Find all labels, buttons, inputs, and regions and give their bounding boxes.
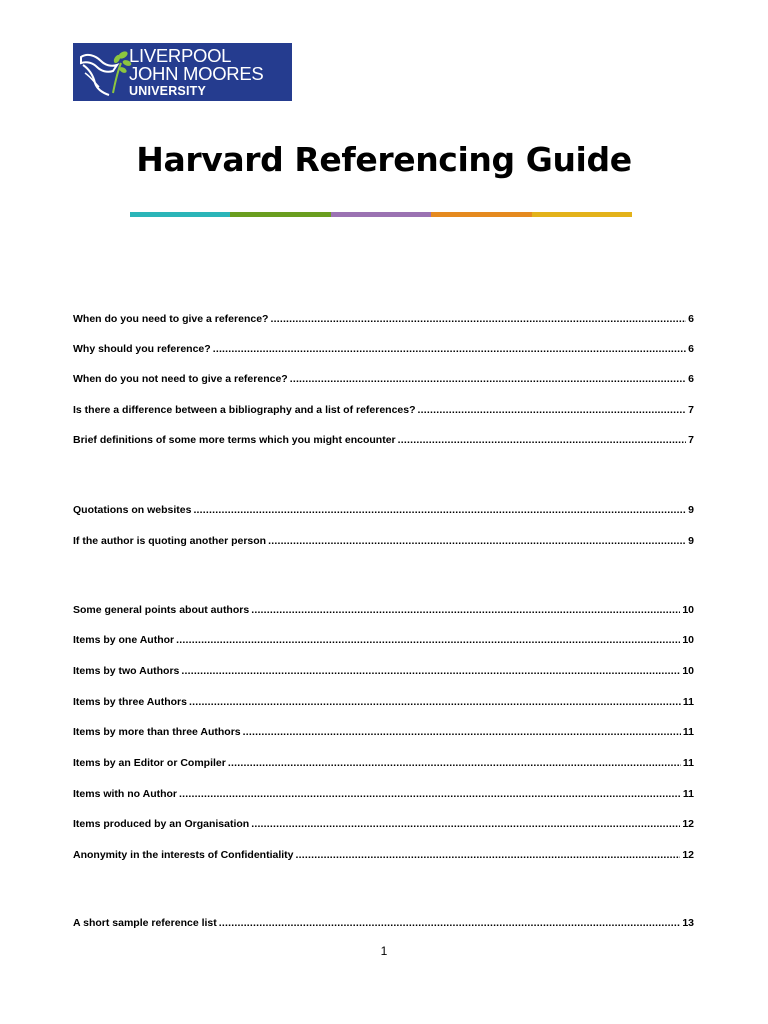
document-title: Harvard Referencing Guide: [136, 140, 632, 179]
toc-entry[interactable]: [73, 917, 694, 929]
toc-entry[interactable]: [73, 757, 694, 769]
page-number: 1: [380, 944, 388, 958]
toc-entry-page: 11: [682, 696, 694, 708]
toc-entry-page: 11: [682, 726, 694, 738]
toc-entry-page: 6: [688, 343, 694, 355]
toc-entry-page: 10: [682, 604, 694, 616]
toc-entry-page: 9: [688, 535, 694, 547]
toc-leader-dots: [251, 604, 680, 616]
university-logo: [73, 43, 292, 101]
toc-leader-dots: [193, 504, 686, 516]
toc-entry-label: Items by two Authors: [73, 665, 180, 677]
toc-leader-dots: [268, 535, 686, 547]
toc-entry[interactable]: [73, 373, 694, 385]
toc-entry[interactable]: [73, 696, 694, 708]
toc-leader-dots: [176, 634, 680, 646]
toc-entry-page: 6: [688, 373, 694, 385]
logo-line-3: UNIVERSITY: [129, 83, 207, 98]
toc-entry[interactable]: [73, 535, 694, 547]
toc-leader-dots: [179, 788, 681, 800]
toc-entry[interactable]: [73, 313, 694, 325]
toc-entry-page: 11: [682, 757, 694, 769]
toc-entry-page: 10: [682, 665, 694, 677]
toc-entry[interactable]: [73, 404, 694, 416]
toc-entry-label: Items by one Author: [73, 634, 175, 646]
divider-segment-purple: [331, 212, 431, 217]
divider-segment-yellow: [532, 212, 632, 217]
toc-entry-page: 7: [688, 404, 694, 416]
toc-entry-label: When do you need to give a reference?: [73, 313, 269, 325]
toc-entry[interactable]: [73, 504, 694, 516]
toc-entry-label: Some general points about authors: [73, 604, 250, 616]
divider-segment-teal: [130, 212, 230, 217]
toc-entry-label: When do you not need to give a reference?: [73, 373, 288, 385]
toc-entry[interactable]: [73, 434, 694, 446]
toc-leader-dots: [418, 404, 687, 416]
toc-entry-label: Quotations on websites: [73, 504, 192, 516]
toc-leader-dots: [296, 849, 681, 861]
logo-line-1: LIVERPOOL: [129, 44, 232, 66]
toc-leader-dots: [290, 373, 686, 385]
toc-entry-label: If the author is quoting another person: [73, 535, 267, 547]
toc-entry[interactable]: [73, 604, 694, 616]
toc-entry[interactable]: [73, 343, 694, 355]
toc-leader-dots: [398, 434, 687, 446]
toc-entry-page: 6: [688, 313, 694, 325]
toc-entry[interactable]: [73, 849, 694, 861]
toc-leader-dots: [243, 726, 681, 738]
divider-segment-orange: [431, 212, 531, 217]
toc-entry-label: Items produced by an Organisation: [73, 818, 250, 830]
toc-entry-page: 13: [682, 917, 694, 929]
bird-with-leaves-icon: [73, 43, 133, 101]
toc-entry-page: 9: [688, 504, 694, 516]
toc-entry[interactable]: [73, 665, 694, 677]
toc-leader-dots: [189, 696, 681, 708]
toc-entry-label: Is there a difference between a bibliography and a list of references?: [73, 404, 416, 416]
divider-segment-green: [230, 212, 330, 217]
toc-entry-label: Items by more than three Authors: [73, 726, 241, 738]
toc-entry[interactable]: [73, 634, 694, 646]
toc-entry[interactable]: [73, 788, 694, 800]
toc-entry-label: Brief definitions of some more terms which you might encounter: [73, 434, 396, 446]
toc-entry-label: Anonymity in the interests of Confidentiality: [73, 849, 294, 861]
toc-entry-page: 7: [688, 434, 694, 446]
toc-entry-page: 10: [682, 634, 694, 646]
toc-entry-page: 12: [682, 818, 694, 830]
toc-entry-label: A short sample reference list: [73, 917, 217, 929]
toc-leader-dots: [213, 343, 686, 355]
toc-entry[interactable]: [73, 818, 694, 830]
toc-entry-label: Why should you reference?: [73, 343, 211, 355]
toc-leader-dots: [228, 757, 681, 769]
toc-entry[interactable]: [73, 726, 694, 738]
toc-leader-dots: [270, 313, 686, 325]
color-divider: [130, 212, 632, 217]
toc-entry-label: Items by three Authors: [73, 696, 187, 708]
toc-leader-dots: [181, 665, 680, 677]
toc-leader-dots: [251, 818, 680, 830]
toc-entry-label: Items with no Author: [73, 788, 178, 800]
toc-entry-page: 11: [682, 788, 694, 800]
toc-entry-page: 12: [682, 849, 694, 861]
toc-leader-dots: [219, 917, 681, 929]
logo-line-2: JOHN MOORES: [129, 63, 264, 85]
toc-entry-label: Items by an Editor or Compiler: [73, 757, 226, 769]
